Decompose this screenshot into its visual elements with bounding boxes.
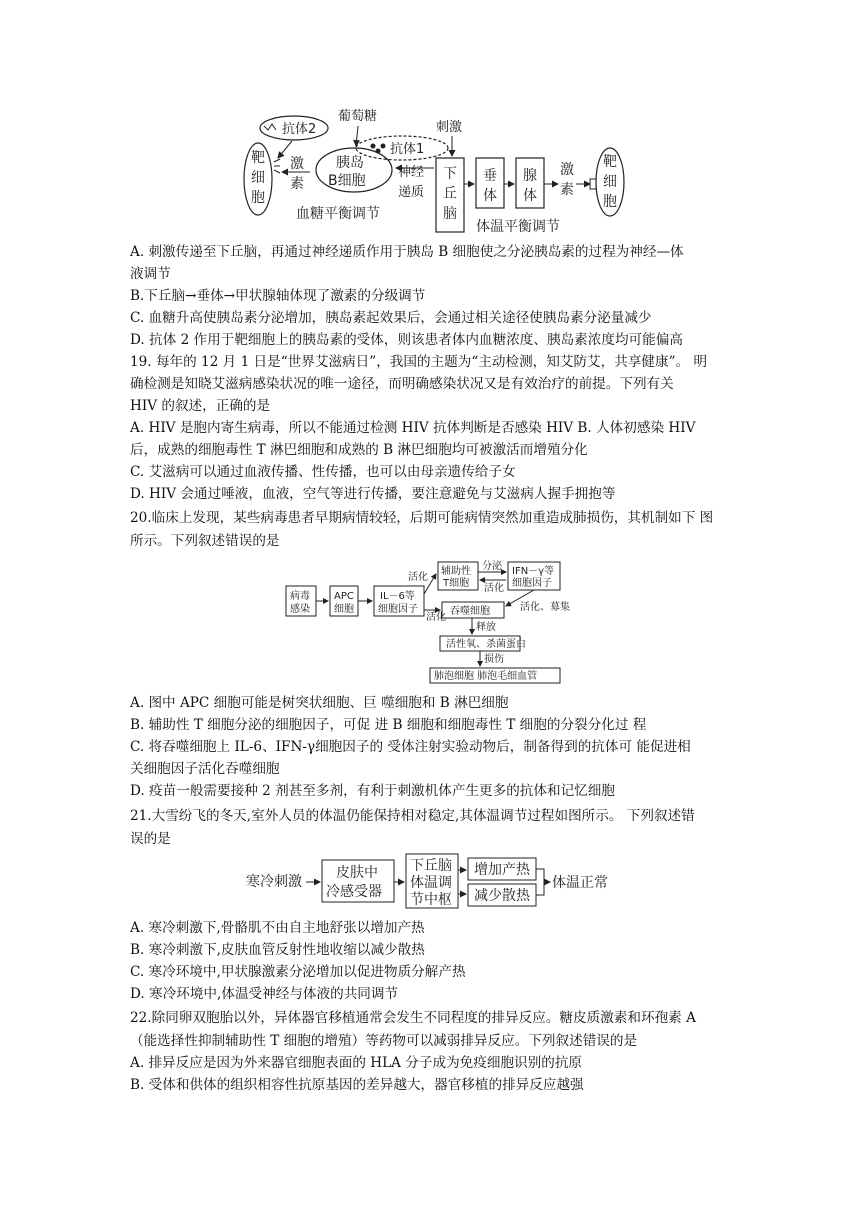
figure-lung-injury-mechanism bbox=[280, 558, 580, 688]
helper-t-1: 辅助性 bbox=[441, 566, 471, 577]
islet-b-cell-2: B细胞 bbox=[328, 173, 366, 189]
antibody1-label: 抗体1 bbox=[390, 142, 425, 157]
target-cell-right-2: 细 bbox=[603, 174, 617, 190]
reduce-loss: 减少散热 bbox=[474, 888, 530, 904]
text-line: A. 刺激传递至下丘脑，再通过神经递质作用于胰岛 B 细胞使之分泌胰岛素的过程为神经—体 bbox=[130, 244, 684, 260]
text-line: 关细胞因子活化吞噬细胞 bbox=[130, 761, 280, 777]
figure-cold-regulation bbox=[244, 852, 624, 910]
islet-b-cell-1: 胰岛 bbox=[336, 155, 364, 171]
il6-1: IL－6等 bbox=[380, 591, 415, 602]
text-line: B. 辅助性 T 细胞分泌的细胞因子，可促 进 B 细胞和细胞毒性 T 细胞的分裂分化过 程 bbox=[130, 717, 647, 733]
pituitary-2: 体 bbox=[483, 188, 497, 204]
il6-2: 细胞因子 bbox=[378, 604, 418, 615]
text-line: C. 艾滋病可以通过血液传播、性传播，也可以由母亲遗传给子女 bbox=[130, 464, 516, 480]
hormone-left-1: 激 bbox=[290, 156, 304, 172]
text-line: B. 寒冷刺激下,皮肤血管反射性地收缩以减少散热 bbox=[130, 942, 425, 958]
hormone-left-2: 素 bbox=[290, 176, 304, 192]
cold-receptor-2: 冷感受器 bbox=[326, 884, 382, 900]
neurotransmitter-2: 递质 bbox=[398, 185, 425, 200]
virus-infection-2: 感染 bbox=[290, 604, 310, 615]
target-cell-right-3: 胞 bbox=[603, 194, 617, 210]
cold-receptor-1: 皮肤中 bbox=[336, 865, 378, 881]
hormone-right-2: 素 bbox=[560, 182, 574, 198]
text-line: （能选择性抑制辅助性 T 细胞的增殖）等药物可以减弱排异反应。下列叙述错误的是 bbox=[130, 1033, 638, 1049]
text-line: C. 将吞噬细胞上 IL-6、IFN-γ细胞因子的 受体注射实验动物后，制备得到的抗体可 能促进相 bbox=[130, 739, 691, 755]
text-line: D. 疫苗一般需要接种 2 剂甚至多剂，有利于刺激机体产生更多的抗体和记忆细胞 bbox=[130, 783, 615, 799]
text-line: C. 寒冷环境中,甲状腺激素分泌增加以促进物质分解产热 bbox=[130, 964, 466, 980]
text-line: A. 图中 APC 细胞可能是树突状细胞、巨 噬细胞和 B 淋巴细胞 bbox=[130, 695, 509, 711]
activate-label-1: 活化 bbox=[408, 572, 428, 583]
pituitary-1: 垂 bbox=[483, 168, 497, 184]
hypothalamus-3: 脑 bbox=[443, 206, 457, 222]
caption-body-temp: 体温平衡调节 bbox=[476, 219, 560, 235]
activate-label-2: 活化 bbox=[484, 583, 504, 594]
text-line: D. 抗体 2 作用于靶细胞上的胰岛素的受体，则该患者体内血糖浓度、胰岛素浓度均可能偏高 bbox=[130, 332, 683, 348]
normal-temp: 体温正常 bbox=[552, 875, 608, 891]
text-line: B.下丘脑→垂体→甲状腺轴体现了激素的分级调节 bbox=[130, 288, 426, 304]
question-20: 20.临床上发现，某些病毒患者早期病情较轻，后期可能病情突然加重造成肺损伤，其机制如下 图 bbox=[130, 510, 714, 526]
apc-cell-1: APC bbox=[334, 591, 354, 602]
damage-label: 损伤 bbox=[484, 654, 504, 665]
stimulus-label: 刺激 bbox=[436, 120, 463, 135]
caption-blood-sugar: 血糖平衡调节 bbox=[296, 206, 380, 222]
text-line: D. 寒冷环境中,体温受神经与体液的共同调节 bbox=[130, 986, 399, 1002]
activate-recruit-label: 活化、募集 bbox=[520, 602, 570, 613]
alveolar-label: 肺泡细胞 肺泡毛细血管 bbox=[434, 671, 538, 682]
macrophage: 吞噬细胞 bbox=[450, 606, 490, 617]
text-line: 确检测是知晓艾滋病感染状况的唯一途径，而明确感染状况又是有效治疗的前提。下列有关 bbox=[130, 376, 674, 392]
temp-center-1: 下丘脑 bbox=[410, 858, 452, 874]
question-21: 21.大雪纷飞的冬天,室外人员的体温仍能保持相对稳定,其体温调节过程如图所示。 下列叙述错 bbox=[130, 808, 695, 824]
release-label: 释放 bbox=[476, 622, 496, 633]
figure-hormone-regulation bbox=[238, 104, 638, 236]
gland-2: 体 bbox=[523, 188, 537, 204]
antibody2-label: 抗体2 bbox=[282, 122, 317, 137]
question-19: 19. 每年的 12 月 1 日是“世界艾滋病日”，我国的主题为“主动检测，知艾防艾，共享健康”。 明 bbox=[130, 354, 708, 370]
text-line: 后，成熟的细胞毒性 T 淋巴细胞和成熟的 B 淋巴细胞均可被激活而增殖分化 bbox=[130, 442, 588, 458]
text-line: C. 血糖升高使胰岛素分泌增加，胰岛素起效果后，会通过相关途径使胰岛素分泌量减少 bbox=[130, 310, 652, 326]
text-line: D. HIV 会通过唾液，血液，空气等进行传播，要注意避免与艾滋病人握手拥抱等 bbox=[130, 486, 616, 502]
target-cell-left-2: 细 bbox=[251, 170, 265, 186]
activate-label-3: 活化 bbox=[426, 612, 446, 623]
text-line: A. HIV 是胞内寄生病毒，所以不能通过检测 HIV 抗体判断是否感染 HIV B. 人体初感染 HIV bbox=[130, 420, 696, 436]
apc-cell-2: 细胞 bbox=[334, 604, 354, 615]
helper-t-2: T细胞 bbox=[443, 578, 470, 589]
glucose-label: 葡萄糖 bbox=[338, 109, 378, 124]
increase-heat: 增加产热 bbox=[474, 862, 530, 878]
text-line: B. 受体和供体的组织相容性抗原基因的差异越大，器官移植的排异反应越强 bbox=[130, 1077, 584, 1093]
secrete-label: 分泌 bbox=[482, 561, 502, 572]
text-line: 所示。下列叙述错误的是 bbox=[130, 533, 280, 549]
neurotransmitter-1: 神经 bbox=[398, 165, 425, 180]
temp-center-2: 体温调 bbox=[410, 875, 452, 891]
cold-stimulus: 寒冷刺激 bbox=[246, 874, 302, 890]
ifn-1: IFN－γ等 bbox=[512, 566, 555, 577]
temp-center-3: 节中枢 bbox=[410, 892, 452, 908]
text-line: A. 寒冷刺激下,骨骼肌不由自主地舒张以增加产热 bbox=[130, 920, 425, 936]
question-22: 22.除同卵双胞胎以外，异体器官移植通常会发生不同程度的排异反应。糖皮质激素和环孢素 A bbox=[130, 1010, 696, 1026]
target-cell-left-1: 靶 bbox=[251, 150, 265, 166]
text-line: HIV 的叙述，正确的是 bbox=[130, 398, 271, 414]
ros-label: 活性氧、杀菌蛋白 bbox=[446, 639, 526, 650]
target-cell-right-1: 靶 bbox=[603, 154, 617, 170]
text-line: 误的是 bbox=[130, 831, 171, 847]
text-line: 液调节 bbox=[130, 266, 171, 282]
hormone-right-1: 激 bbox=[560, 162, 574, 178]
virus-infection-1: 病毒 bbox=[290, 591, 310, 602]
ifn-2: 细胞因子 bbox=[512, 578, 552, 589]
gland-1: 腺 bbox=[523, 168, 537, 184]
text-line: A. 排异反应是因为外来器官细胞表面的 HLA 分子成为免疫细胞识别的抗原 bbox=[130, 1055, 583, 1071]
hypothalamus-1: 下 bbox=[443, 166, 457, 182]
hypothalamus-2: 丘 bbox=[443, 186, 457, 202]
target-cell-left-3: 胞 bbox=[251, 190, 265, 206]
